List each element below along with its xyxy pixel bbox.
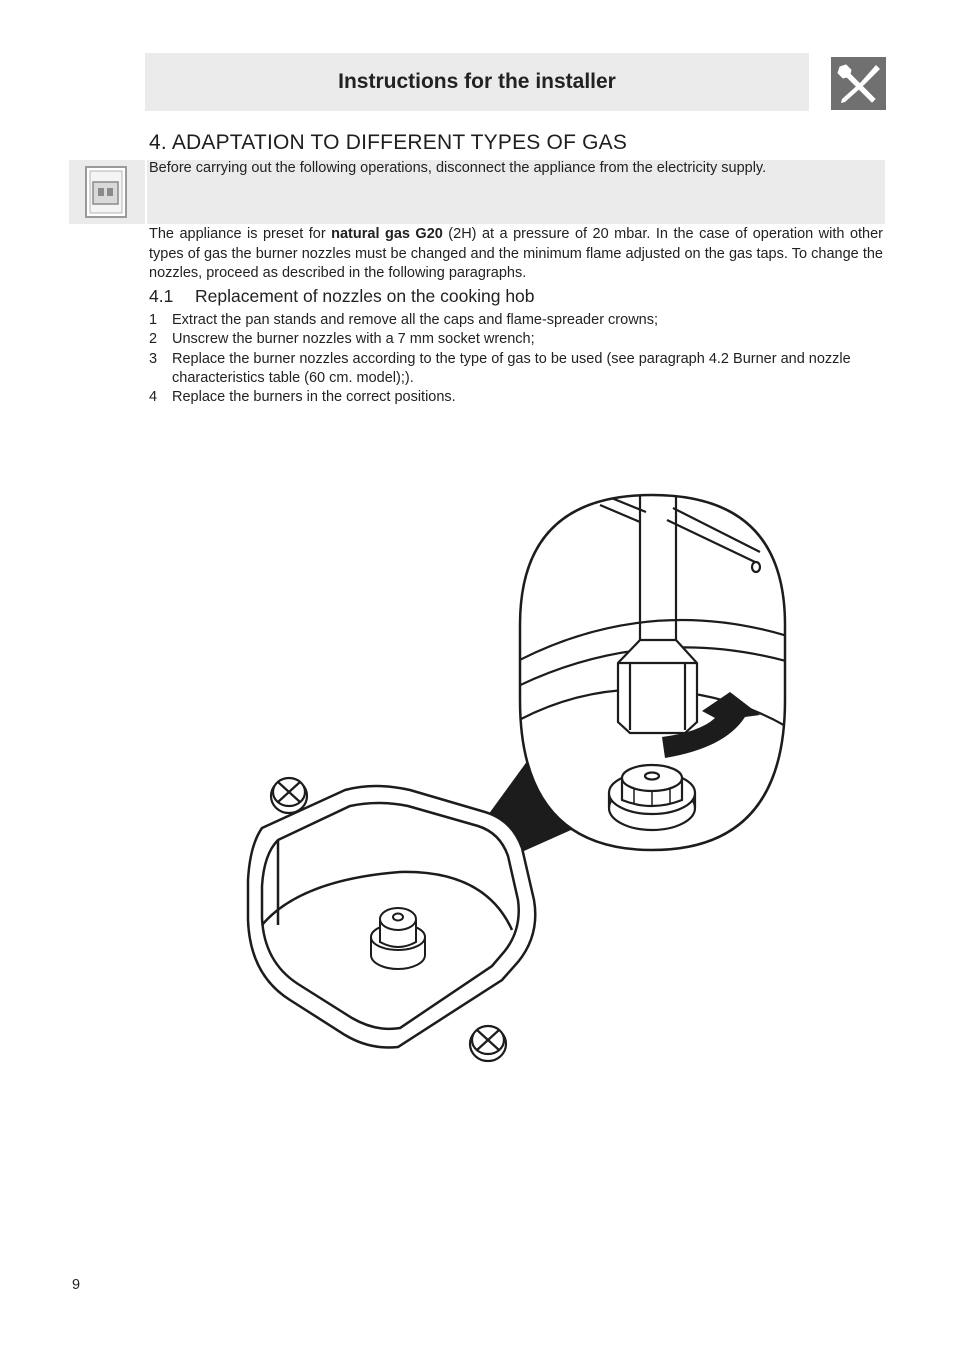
zoom-detail (510, 495, 800, 850)
intro-bold-gas: natural gas G20 (331, 226, 443, 242)
step-text: Unscrew the burner nozzles with a 7 mm socket wrench; (172, 331, 535, 348)
subsection-heading: Replacement of nozzles on the cooking hob (195, 286, 535, 306)
step-text: Replace the burners in the correct positions. (172, 389, 456, 406)
step-number: 3 (149, 350, 158, 367)
step-text: Replace the burner nozzles according to the type of gas to be used (see paragraph 4.2 Burner and nozzle characteristics table (60 cm. model);). (172, 350, 851, 386)
warning-text: Before carrying out the following operations, disconnect the appliance from the electricity supply. (149, 160, 767, 176)
header-title: Instructions for the installer (338, 70, 616, 93)
screw-icon (470, 1026, 506, 1061)
section-heading: ADAPTATION TO DIFFERENT TYPES OF GAS (171, 131, 628, 154)
screw-icon (271, 778, 307, 813)
section-number: 4. (149, 131, 167, 154)
step-text: Extract the pan stands and remove all the caps and flame-spreader crowns; (172, 312, 659, 328)
intro-text-after: (2H) at a pressure of 20 mbar. In the case of operation with other types of gas the burner nozzles must be changed and the minimum flame adjusted on the gas taps. To change the nozzles, proceed as described in the following paragraphs. (149, 226, 883, 281)
subsection-number: 4.1 (149, 286, 174, 306)
step-number: 4 (149, 389, 158, 406)
intro-text-before: The appliance is preset for (149, 226, 332, 242)
page-number: 9 (72, 1277, 81, 1293)
step-number: 2 (149, 331, 158, 348)
step-number: 1 (149, 312, 158, 328)
